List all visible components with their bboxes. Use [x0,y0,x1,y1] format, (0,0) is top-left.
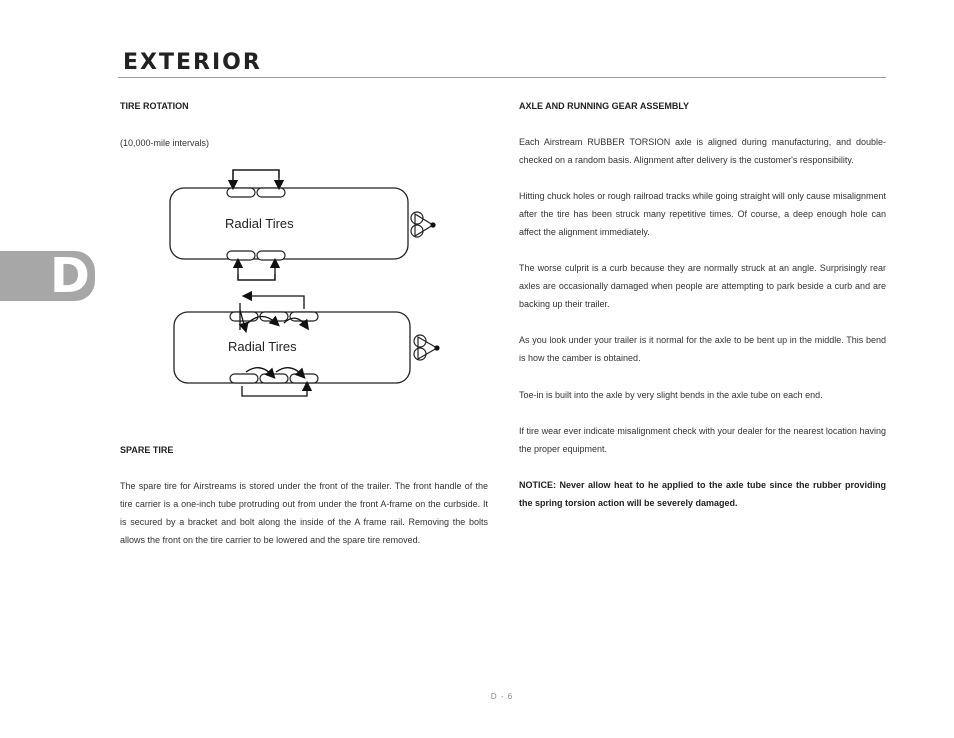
axle-paragraph: As you look under your trailer is it normal for the axle to be bent up in the middle. This bend is how the camber is obtained. [519,335,886,363]
axle-paragraph: The worse culprit is a curb because they are normally struck at an angle. Surprisingly rear axles are occasionally damaged when people are attempting to park beside a curb and are backing up their trailer. [519,263,886,309]
section-tab [0,248,95,304]
axle-paragraph: If tire wear ever indicate misalignment check with your dealer for the nearest location having the proper equipment. [519,426,886,454]
page-title: EXTERIOR [123,50,262,75]
tire-rotation-diagram [160,160,450,405]
notice-text: NOTICE: Never allow heat to he applied to the axle tube since the rubber providing the spring torsion action will be severely damaged. [519,480,886,508]
top-trailer [170,170,436,280]
axle-heading: AXLE AND RUNNING GEAR ASSEMBLY [519,101,690,111]
diagram-label-top: Radial Tires [225,216,294,231]
axle-paragraph: Hitting chuck holes or rough railroad tracks while going straight will only cause misalignment after the tire has been struck many repetitive times. Of course, a deep enough hole can affect the alignment immediately. [519,191,886,237]
axle-paragraph: Each Airstream RUBBER TORSION axle is aligned during manufacturing, and double-checked on a random basis. Alignment after delivery is the customer's responsibility. [519,137,886,165]
tire-rotation-heading: TIRE ROTATION [120,101,189,111]
rotation-interval-text: (10,000-mile intervals) [120,138,210,148]
axle-paragraph: Toe-in is built into the axle by very slight bends in the axle tube on each end. [519,390,823,400]
page-number: D - 6 [490,692,514,701]
section-tab-letter: D [50,248,90,304]
bottom-trailer [174,296,440,396]
diagram-label-bottom: Radial Tires [228,339,297,354]
spare-tire-body: The spare tire for Airstreams is stored under the front of the trailer. The front handle of the tire carrier is a one-inch tube protruding out from under the front A-frame on the curbside. It is secured by a bracket and bolt along the inside of the A frame rail. Removing the bolts allows the front on the tire carrier to be lowered and the spare tire removed. [120,481,488,545]
title-divider [118,77,886,78]
spare-tire-heading: SPARE TIRE [120,445,174,455]
